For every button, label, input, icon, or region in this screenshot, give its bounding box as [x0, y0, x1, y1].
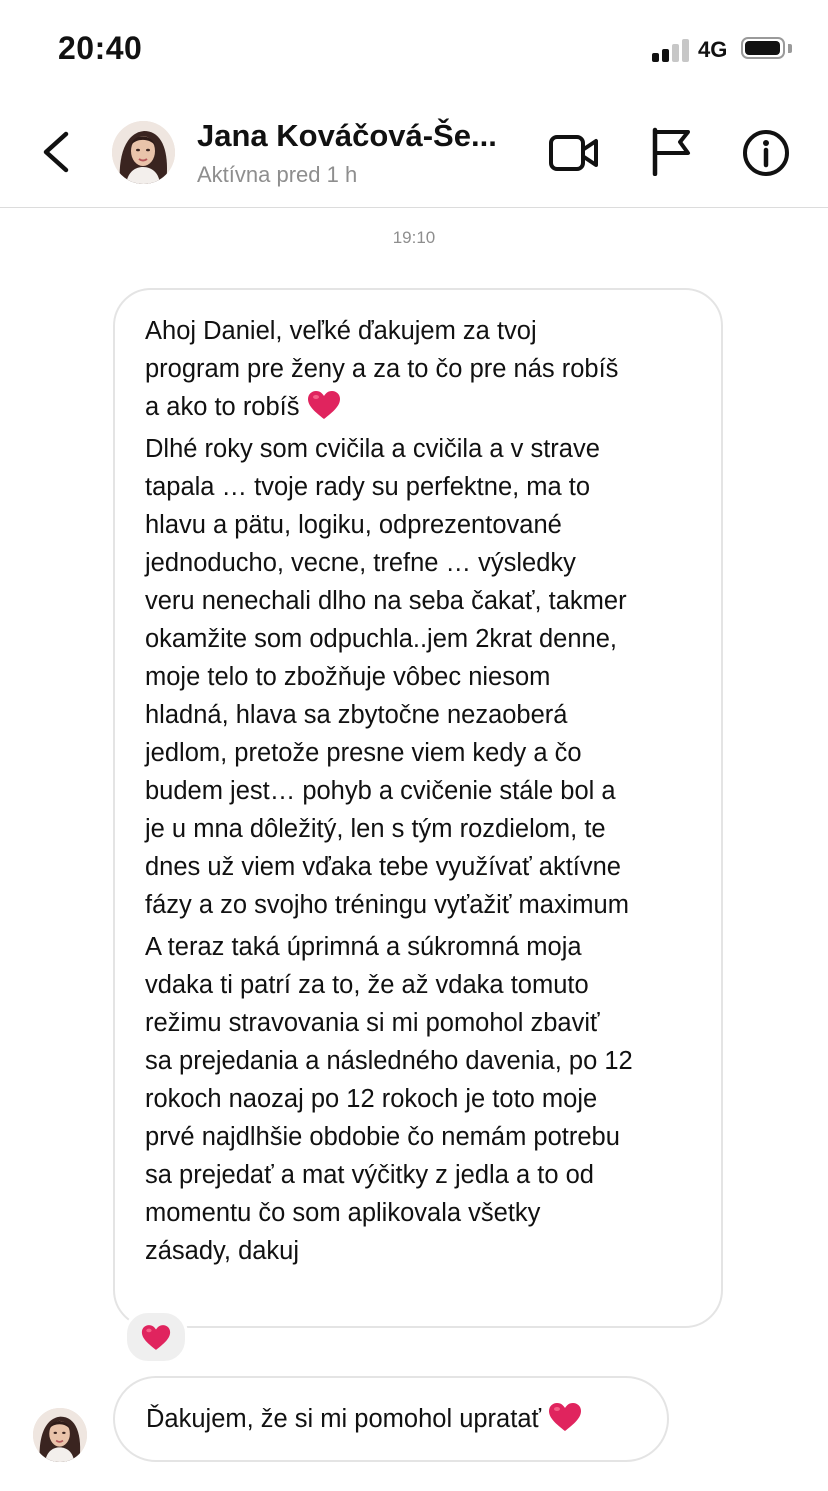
- battery-tip: [788, 44, 792, 53]
- message-paragraph-text: Ahoj Daniel, veľké ďakujem za tvoj program pre ženy a za to čo pre nás robíš a ako to robíš: [145, 317, 619, 421]
- flag-icon[interactable]: [650, 126, 692, 176]
- red-heart-emoji-icon: [548, 1402, 582, 1432]
- message-text: [146, 1400, 582, 1438]
- message-paragraph: Dlhé roky som cvičila a cvičila a v strave tapala … tvoje rady su perfektne, ma to hlavu a pätu, logiku, odprezentované jednoducho, vecne, trefne … výsledky veru nenechali dlho na seba čakať, takmer okamžite som odpuchla..jem 2krat denne, moje telo to zbožňuje vôbec niesom hladná, hlava sa zbytočne nezaoberá jedlom, pretože presne viem kedy a čo budem jest… pohyb a cvičenie stále bol a je u mna dôležitý, len s tým rozdielom, te dnes už viem vďaka tebe využívať aktívne fázy a zo svojho tréningu vyťažiť maximum: [145, 435, 629, 919]
- avatar-photo-icon: [112, 121, 175, 184]
- message-text-content: Ďakujem, že si mi pomohol upratať: [146, 1405, 542, 1433]
- contact-activity-status: Aktívna pred 1 h: [197, 162, 358, 187]
- cellular-signal-icon: [652, 38, 692, 62]
- incoming-message-bubble[interactable]: [113, 288, 723, 1328]
- message-paragraph: [145, 312, 705, 426]
- avatar-photo-icon: [33, 1408, 87, 1462]
- battery-icon: [741, 37, 785, 59]
- back-chevron-icon[interactable]: [38, 128, 74, 176]
- message-paragraph: A teraz taká úprimná a súkromná moja vdaka ti patrí za to, že až vdaka tomuto režimu stravovania si mi pomohol zbaviť sa prejedania a následného davenia, po 12 rokoch naozaj po 12 rokoch je toto moje prvé najdlhšie obdobie čo nemám potrebu sa prejedať a mat výčitky z jedla a to od momentu čo som aplikovala všetky zásady, dakuj: [145, 933, 633, 1265]
- network-type: 4G: [698, 37, 728, 62]
- info-icon[interactable]: [741, 128, 791, 178]
- chat-header: [0, 100, 828, 208]
- message-timestamp: 19:10: [392, 228, 436, 247]
- video-call-icon[interactable]: [548, 130, 600, 176]
- message-reaction[interactable]: [124, 1310, 188, 1364]
- red-heart-reaction-icon: [141, 1324, 171, 1351]
- incoming-message-bubble[interactable]: [113, 1376, 669, 1462]
- sender-avatar[interactable]: [33, 1408, 87, 1462]
- message-text: [145, 312, 705, 1274]
- red-heart-emoji-icon: [307, 390, 341, 420]
- contact-name[interactable]: Jana Kováčová-Še...: [197, 118, 497, 153]
- status-bar: [0, 0, 828, 100]
- contact-avatar[interactable]: [112, 121, 175, 184]
- status-time: 20:40: [58, 30, 143, 66]
